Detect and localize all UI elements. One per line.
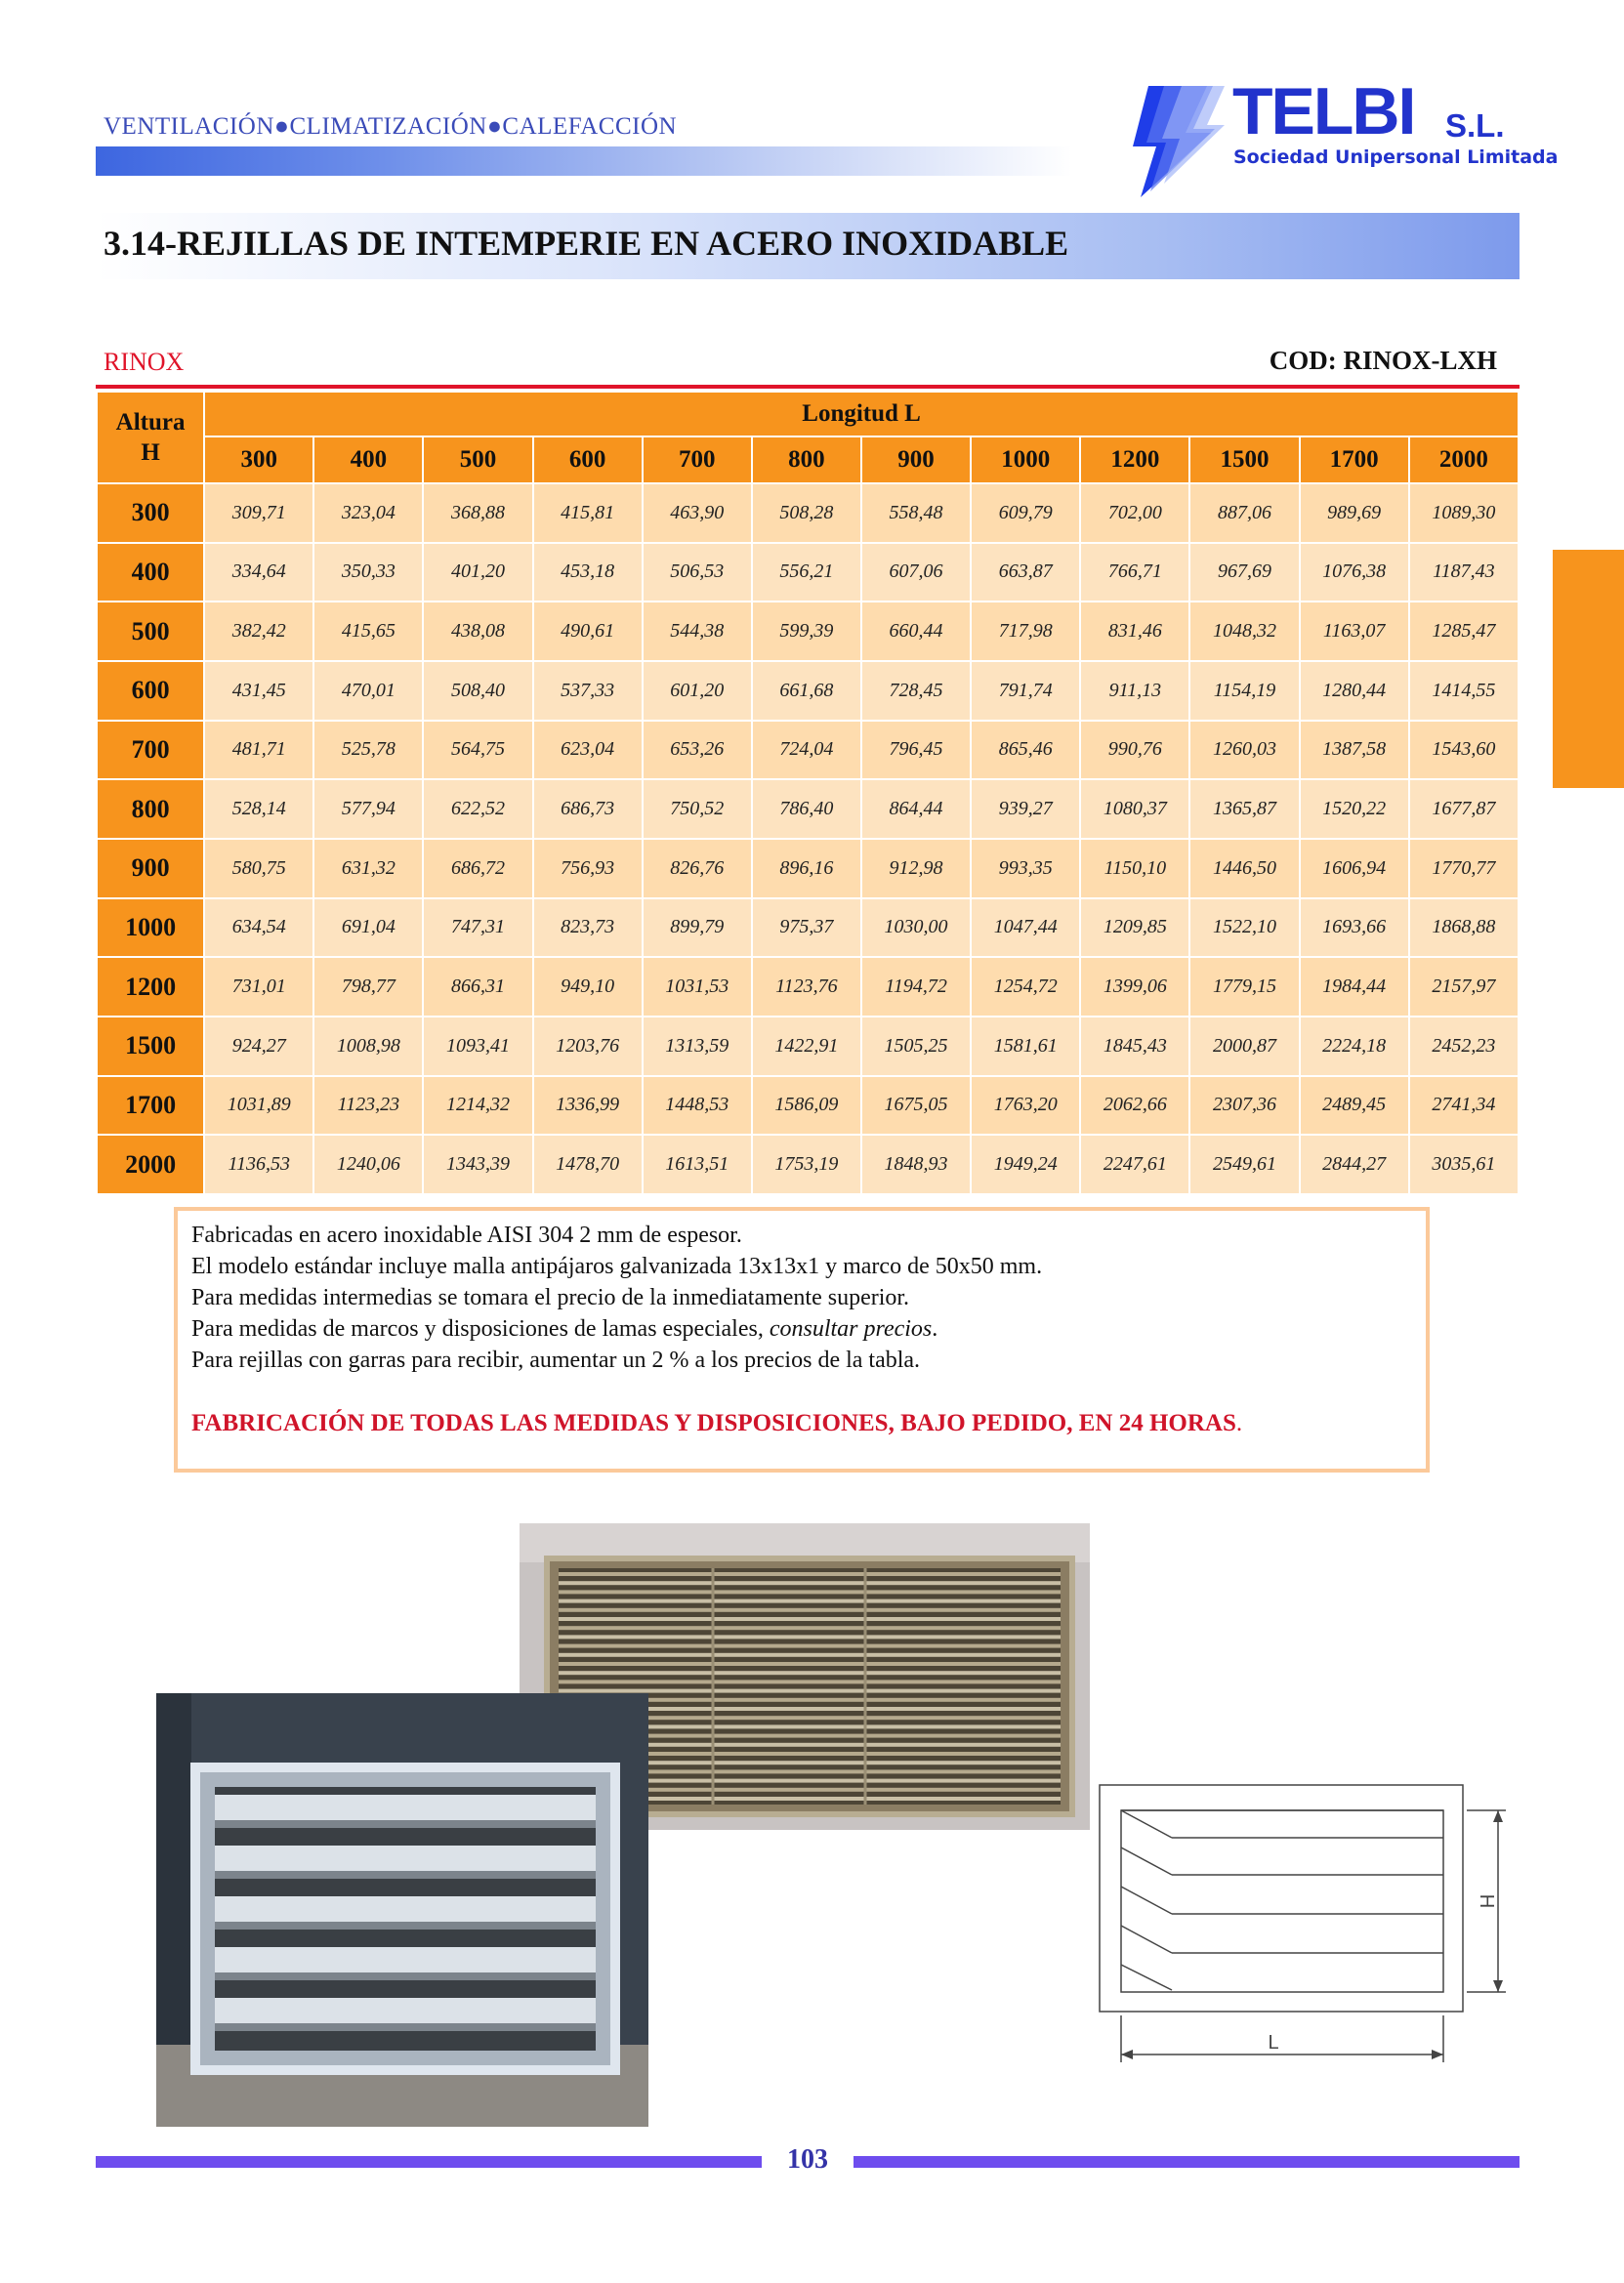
price-cell: 796,45	[861, 721, 971, 780]
louver-shadow	[215, 1972, 596, 1980]
price-cell: 1336,99	[533, 1076, 643, 1136]
slat	[559, 1680, 1061, 1683]
column-header: 1500	[1189, 436, 1299, 483]
price-cell: 1478,70	[533, 1135, 643, 1194]
price-cell: 1387,58	[1300, 721, 1409, 780]
price-cell: 1770,77	[1409, 839, 1519, 898]
column-header-row	[97, 436, 1519, 483]
price-cell: 1194,72	[861, 957, 971, 1017]
louver	[215, 1947, 596, 1972]
price-cell: 975,37	[752, 898, 861, 958]
logo-suffix: S.L.	[1445, 107, 1505, 144]
price-cell: 544,38	[643, 602, 752, 661]
table-row	[97, 543, 1519, 602]
note-consult-prices: consultar precios	[769, 1316, 933, 1342]
price-cell: 1446,50	[1189, 839, 1299, 898]
price-cell: 911,13	[1080, 661, 1189, 721]
price-cell: 786,40	[752, 779, 861, 839]
price-cell: 438,08	[423, 602, 532, 661]
manufacturing-highlight-text: FABRICACIÓN DE TODAS LAS MEDIDAS Y DISPOSICIONES, BAJO PEDIDO, EN 24 HORAS	[191, 1410, 1236, 1436]
price-cell: 993,35	[971, 839, 1080, 898]
row-header: 700	[97, 721, 204, 780]
row-header: 2000	[97, 1135, 204, 1194]
price-cell: 747,31	[423, 898, 532, 958]
length-dimension-label: L	[1268, 2032, 1279, 2054]
height-header	[97, 392, 204, 483]
price-cell: 990,76	[1080, 721, 1189, 780]
price-cell: 1675,05	[861, 1076, 971, 1136]
price-cell: 1984,44	[1300, 957, 1409, 1017]
price-cell: 634,54	[204, 898, 313, 958]
row-header: 400	[97, 543, 204, 602]
slat	[559, 1617, 1061, 1621]
price-cell: 702,00	[1080, 483, 1189, 543]
price-cell: 750,52	[643, 779, 752, 839]
price-cell: 2844,27	[1300, 1135, 1409, 1194]
price-cell: 558,48	[861, 483, 971, 543]
price-cell: 609,79	[971, 483, 1080, 543]
lightning-bolt-icon	[1133, 86, 1225, 197]
price-cell: 864,44	[861, 779, 971, 839]
row-header: 600	[97, 661, 204, 721]
price-cell: 949,10	[533, 957, 643, 1017]
price-cell: 2489,45	[1300, 1076, 1409, 1136]
price-cell: 506,53	[643, 543, 752, 602]
column-header: 500	[423, 436, 532, 483]
price-cell: 2224,18	[1300, 1017, 1409, 1076]
side-tab-marker	[1553, 550, 1624, 788]
manufacturing-highlight	[191, 1410, 1242, 1437]
price-cell: 334,64	[204, 543, 313, 602]
price-cell: 766,71	[1080, 543, 1189, 602]
price-cell: 577,94	[313, 779, 423, 839]
manufacturing-highlight-end: .	[1235, 1410, 1243, 1436]
price-cell: 1280,44	[1300, 661, 1409, 721]
height-header-symbol: H	[141, 439, 160, 466]
louver-shadow	[215, 1820, 596, 1828]
price-cell: 1677,87	[1409, 779, 1519, 839]
price-cell: 1285,47	[1409, 602, 1519, 661]
price-cell: 401,20	[423, 543, 532, 602]
price-cell: 556,21	[752, 543, 861, 602]
price-cell: 2741,34	[1409, 1076, 1519, 1136]
price-cell: 731,01	[204, 957, 313, 1017]
price-cell: 1581,61	[971, 1017, 1080, 1076]
price-cell: 1150,10	[1080, 839, 1189, 898]
price-cell: 601,20	[643, 661, 752, 721]
price-cell: 1845,43	[1080, 1017, 1189, 1076]
price-cell: 1399,06	[1080, 957, 1189, 1017]
price-cell: 1520,22	[1300, 779, 1409, 839]
price-cell: 717,98	[971, 602, 1080, 661]
price-cell: 463,90	[643, 483, 752, 543]
price-cell: 798,77	[313, 957, 423, 1017]
column-header: 400	[313, 436, 423, 483]
note-special-frames	[191, 1316, 937, 1343]
price-cell: 431,45	[204, 661, 313, 721]
note-special-frames-text: Para medidas de marcos y disposiciones de lamas especiales,	[191, 1316, 770, 1342]
slat	[559, 1635, 1061, 1639]
louver	[215, 1846, 596, 1871]
header-tagline: VENTILACIÓN●CLIMATIZACIÓN●CALEFACCIÓN	[104, 113, 678, 140]
red-divider	[96, 385, 1520, 389]
price-cell: 1240,06	[313, 1135, 423, 1194]
price-cell: 564,75	[423, 721, 532, 780]
product-code: COD: RINOX-LXH	[1269, 346, 1497, 375]
price-cell: 989,69	[1300, 483, 1409, 543]
price-cell: 1522,10	[1189, 898, 1299, 958]
price-cell: 724,04	[752, 721, 861, 780]
length-header: Longitud L	[204, 392, 1519, 436]
price-cell: 791,74	[971, 661, 1080, 721]
row-header: 1000	[97, 898, 204, 958]
table-row	[97, 661, 1519, 721]
price-cell: 607,06	[861, 543, 971, 602]
price-cell: 1008,98	[313, 1017, 423, 1076]
price-cell: 415,81	[533, 483, 643, 543]
price-cell: 2307,36	[1189, 1076, 1299, 1136]
price-cell: 453,18	[533, 543, 643, 602]
note-standard-model: El modelo estándar incluye malla antipájaros galvanizada 13x13x1 y marco de 50x50 mm.	[191, 1254, 1043, 1279]
price-cell: 653,26	[643, 721, 752, 780]
price-cell: 1154,19	[1189, 661, 1299, 721]
price-cell: 826,76	[643, 839, 752, 898]
price-cell: 537,33	[533, 661, 643, 721]
column-header: 1000	[971, 436, 1080, 483]
price-cell: 831,46	[1080, 602, 1189, 661]
price-table	[96, 391, 1520, 1195]
price-cell: 939,27	[971, 779, 1080, 839]
price-cell: 1254,72	[971, 957, 1080, 1017]
price-cell: 1343,39	[423, 1135, 532, 1194]
price-cell: 1048,32	[1189, 602, 1299, 661]
logo-name: TELBI	[1232, 74, 1415, 148]
price-cell: 660,44	[861, 602, 971, 661]
column-header: 700	[643, 436, 752, 483]
height-dimension-label: H	[1476, 1893, 1497, 1909]
column-header: 2000	[1409, 436, 1519, 483]
price-cell: 382,42	[204, 602, 313, 661]
price-cell: 508,28	[752, 483, 861, 543]
price-cell: 896,16	[752, 839, 861, 898]
price-cell: 1448,53	[643, 1076, 752, 1136]
price-cell: 899,79	[643, 898, 752, 958]
table-row	[97, 721, 1519, 780]
price-cell: 1414,55	[1409, 661, 1519, 721]
price-cell: 1031,53	[643, 957, 752, 1017]
price-cell: 691,04	[313, 898, 423, 958]
table-row	[97, 898, 1519, 958]
price-cell: 1209,85	[1080, 898, 1189, 958]
price-cell: 865,46	[971, 721, 1080, 780]
price-cell: 1949,24	[971, 1135, 1080, 1194]
price-cell: 924,27	[204, 1017, 313, 1076]
column-header: 1200	[1080, 436, 1189, 483]
price-cell: 1586,09	[752, 1076, 861, 1136]
column-header: 300	[204, 436, 313, 483]
slat	[559, 1671, 1061, 1675]
slat	[559, 1608, 1061, 1612]
price-cell: 912,98	[861, 839, 971, 898]
slat	[559, 1626, 1061, 1630]
table-row	[97, 602, 1519, 661]
price-cell: 2157,97	[1409, 957, 1519, 1017]
price-cell: 1543,60	[1409, 721, 1519, 780]
price-cell: 2549,61	[1189, 1135, 1299, 1194]
price-cell: 3035,61	[1409, 1135, 1519, 1194]
price-cell: 1260,03	[1189, 721, 1299, 780]
price-cell: 2062,66	[1080, 1076, 1189, 1136]
price-cell: 470,01	[313, 661, 423, 721]
price-cell: 323,04	[313, 483, 423, 543]
price-cell: 1080,37	[1080, 779, 1189, 839]
price-cell: 1365,87	[1189, 779, 1299, 839]
louver	[215, 1795, 596, 1820]
louver	[215, 1998, 596, 2023]
table-row	[97, 839, 1519, 898]
slat	[559, 1689, 1061, 1693]
price-cell: 866,31	[423, 957, 532, 1017]
table-row	[97, 957, 1519, 1017]
price-cell: 1187,43	[1409, 543, 1519, 602]
louver	[215, 1896, 596, 1922]
row-header: 300	[97, 483, 204, 543]
height-header-label: Altura	[115, 408, 186, 436]
price-cell: 528,14	[204, 779, 313, 839]
price-cell: 887,06	[1189, 483, 1299, 543]
price-cell: 1093,41	[423, 1017, 532, 1076]
louver-shadow	[215, 2023, 596, 2031]
column-header: 600	[533, 436, 643, 483]
price-cell: 490,61	[533, 602, 643, 661]
price-cell: 1123,76	[752, 957, 861, 1017]
note-claws-surcharge: Para rejillas con garras para recibir, aumentar un 2 % a los precios de la tabla.	[191, 1348, 921, 1373]
table-row	[97, 1017, 1519, 1076]
price-cell: 1136,53	[204, 1135, 313, 1194]
price-cell: 1606,94	[1300, 839, 1409, 898]
price-cell: 1422,91	[752, 1017, 861, 1076]
note-material: Fabricadas en acero inoxidable AISI 304 2 mm de espesor.	[191, 1223, 742, 1248]
column-header: 900	[861, 436, 971, 483]
price-cell: 663,87	[971, 543, 1080, 602]
price-cell: 1613,51	[643, 1135, 752, 1194]
price-cell: 1868,88	[1409, 898, 1519, 958]
price-cell: 350,33	[313, 543, 423, 602]
row-header: 800	[97, 779, 204, 839]
price-cell: 2247,61	[1080, 1135, 1189, 1194]
price-cell: 1163,07	[1300, 602, 1409, 661]
slat	[559, 1599, 1061, 1603]
price-cell: 1779,15	[1189, 957, 1299, 1017]
row-header: 1500	[97, 1017, 204, 1076]
price-cell: 1076,38	[1300, 543, 1409, 602]
row-header: 500	[97, 602, 204, 661]
price-cell: 728,45	[861, 661, 971, 721]
price-cell: 756,93	[533, 839, 643, 898]
footer-bar-left	[96, 2156, 762, 2168]
price-cell: 1047,44	[971, 898, 1080, 958]
table-body	[97, 483, 1519, 1194]
page-number: 103	[787, 2144, 828, 2175]
header-gradient-bar	[96, 146, 1072, 176]
slat	[559, 1653, 1061, 1657]
price-cell: 368,88	[423, 483, 532, 543]
note-special-frames-end: .	[932, 1316, 938, 1342]
model-name: RINOX	[104, 348, 185, 376]
footer-bar-right	[854, 2156, 1520, 2168]
slat	[559, 1581, 1061, 1585]
price-cell: 1763,20	[971, 1076, 1080, 1136]
slat	[559, 1644, 1061, 1648]
price-cell: 823,73	[533, 898, 643, 958]
louver-shadow	[215, 1922, 596, 1930]
price-cell: 686,72	[423, 839, 532, 898]
notes-box	[174, 1207, 1430, 1473]
logo-subtitle: Sociedad Unipersonal Limitada	[1233, 146, 1559, 168]
note-intermediate-sizes: Para medidas intermedias se tomara el precio de la inmediatamente superior.	[191, 1285, 910, 1310]
dimension-diagram	[1092, 1777, 1521, 2070]
price-cell: 580,75	[204, 839, 313, 898]
price-cell: 661,68	[752, 661, 861, 721]
table-row	[97, 1135, 1519, 1194]
price-cell: 1848,93	[861, 1135, 971, 1194]
price-cell: 1030,00	[861, 898, 971, 958]
slat	[559, 1572, 1061, 1576]
price-cell: 1753,19	[752, 1135, 861, 1194]
price-cell: 1214,32	[423, 1076, 532, 1136]
price-cell: 1123,23	[313, 1076, 423, 1136]
price-cell: 1313,59	[643, 1017, 752, 1076]
louver-shadow	[215, 1871, 596, 1879]
column-header: 800	[752, 436, 861, 483]
price-cell: 1203,76	[533, 1017, 643, 1076]
price-cell: 622,52	[423, 779, 532, 839]
price-cell: 1505,25	[861, 1017, 971, 1076]
price-cell: 508,40	[423, 661, 532, 721]
row-header: 900	[97, 839, 204, 898]
grille-photo-small	[156, 1693, 648, 2127]
price-cell: 623,04	[533, 721, 643, 780]
price-cell: 1031,89	[204, 1076, 313, 1136]
price-cell: 1693,66	[1300, 898, 1409, 958]
table-row	[97, 779, 1519, 839]
price-cell: 525,78	[313, 721, 423, 780]
column-header: 1700	[1300, 436, 1409, 483]
section-title: 3.14-REJILLAS DE INTEMPERIE EN ACERO INOXIDABLE	[104, 224, 1069, 263]
price-cell: 631,32	[313, 839, 423, 898]
slat	[559, 1662, 1061, 1666]
price-cell: 481,71	[204, 721, 313, 780]
table-row	[97, 483, 1519, 543]
price-cell: 2000,87	[1189, 1017, 1299, 1076]
price-cell: 967,69	[1189, 543, 1299, 602]
price-cell: 309,71	[204, 483, 313, 543]
price-cell: 599,39	[752, 602, 861, 661]
row-header: 1200	[97, 957, 204, 1017]
table-row	[97, 1076, 1519, 1136]
price-cell: 415,65	[313, 602, 423, 661]
price-cell: 2452,23	[1409, 1017, 1519, 1076]
price-cell: 1089,30	[1409, 483, 1519, 543]
row-header: 1700	[97, 1076, 204, 1136]
price-cell: 686,73	[533, 779, 643, 839]
slat	[559, 1590, 1061, 1594]
